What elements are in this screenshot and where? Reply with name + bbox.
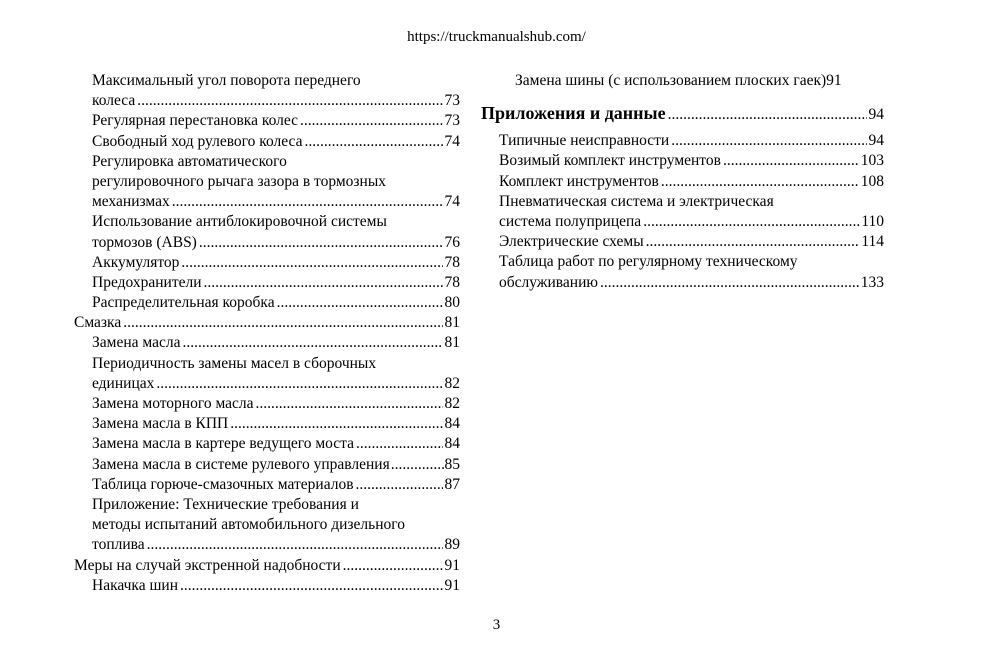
toc-page-number: 84 [444,435,460,453]
toc-page-number: 81 [444,334,460,352]
toc-entry [481,71,884,91]
page-number: 3 [492,617,501,633]
toc-entry [74,374,460,394]
toc-right-column [481,71,884,293]
toc-entry [74,515,460,535]
toc-page-number: 80 [444,294,460,312]
toc-entry-text: система полуприцепа [499,212,642,230]
toc-entry [74,475,460,495]
toc-entry-text: механизмах [92,193,170,211]
toc-page-number: 84 [444,415,460,433]
toc-entry [481,172,884,192]
toc-entry-text: Регулярная перестановка колес [92,112,299,130]
toc-dot-leader [661,172,859,192]
toc-page-number: 74 [444,132,460,150]
toc-entry-text: Предохранители [92,273,202,291]
toc-entry-text: Замена масла в КПП [92,415,229,433]
toc-dot-leader [668,102,867,128]
toc-dot-leader [343,556,443,576]
toc-entry [74,233,460,253]
toc-entry-text: топлива [92,536,145,554]
toc-dot-leader [123,313,442,333]
toc-page-number: 114 [861,233,884,251]
toc-entry [74,172,460,192]
toc-dot-leader [156,374,442,394]
toc-entry [481,232,884,252]
toc-entry-text: Таблица горюче-смазочных материалов [92,475,354,493]
toc-page-number: 78 [444,253,460,271]
toc-entry [74,576,460,596]
toc-dot-leader [230,414,442,434]
toc-page-number: 133 [860,273,884,291]
toc-entry-text: Замена масла в картере ведущего моста [92,435,355,453]
toc-dot-leader [182,333,442,353]
toc-entry-text: Замена шины (с использованием плоских гаек) [515,72,827,89]
toc-page-number: 91 [826,72,842,89]
toc-entry [74,71,460,91]
toc-entry-text: Комплект инструментов [499,172,659,190]
toc-left-column [74,71,460,596]
toc-dot-leader [137,91,442,111]
toc-dot-leader [300,111,442,131]
toc-entry [481,273,884,293]
toc-dot-leader [643,212,859,232]
toc-entry-text: Типичные неисправности [499,132,670,150]
toc-dot-leader [204,273,443,293]
toc-entry [74,91,460,111]
toc-entry [74,333,460,353]
toc-entry [74,455,460,475]
toc-dot-leader [356,475,443,495]
toc-dot-leader [356,434,442,454]
toc-entry-text: Замена моторного масла [92,395,254,412]
toc-dot-leader [391,455,444,475]
toc-entry-text: Замена масла в системе рулевого управления [92,455,390,473]
toc-entry [74,132,460,152]
toc-entry-text: Распределительная коробка [92,294,275,312]
toc-entry [74,495,460,515]
toc-entry-text: Смазка [74,314,122,332]
toc-entry [74,152,460,172]
toc-entry [74,414,460,434]
toc-entry [481,252,884,272]
toc-page-number: 103 [860,152,884,170]
toc-entry [74,253,460,273]
toc-entry [74,535,460,555]
toc-entry-text: Таблица работ по регулярному техническому [499,253,798,271]
toc-page-number: 94 [868,106,884,124]
toc-dot-leader [181,253,442,273]
toc-entry-text: регулировочного рычага зазора в тормозных [92,172,386,190]
toc-page-number: 89 [444,536,460,554]
toc-entry [74,273,460,293]
toc-entry [74,394,460,414]
toc-page-number: 73 [444,92,460,110]
toc-entry [481,151,884,171]
toc-page-number: 82 [444,395,460,412]
toc-dot-leader [199,233,443,253]
toc-entry-text: Регулировка автоматического [92,152,287,170]
toc-entry-text: Возимый комплект инструментов [499,152,721,170]
toc-entry [481,131,884,151]
toc-page-number: 110 [861,212,884,230]
toc-entry-text: Аккумулятор [92,253,180,271]
toc-dot-leader [277,293,443,313]
toc-entry [74,111,460,131]
toc-dot-leader [723,151,859,171]
toc-page-number: 76 [444,233,460,251]
toc-dot-leader [172,192,443,212]
toc-entry-text: колеса [92,92,136,110]
toc-entry [74,192,460,212]
toc-entry-text: Электрические схемы [499,233,644,251]
toc-entry [481,192,884,212]
toc-entry-text: единицах [92,374,155,392]
toc-page-number: 91 [444,576,460,594]
toc-entry-text: Использование антиблокировочной системы [92,213,387,231]
header-url: https://truckmanualshub.com/ [407,29,586,45]
toc-dot-leader [646,232,860,252]
toc-page-number: 91 [444,556,460,574]
toc-dot-leader [147,535,443,555]
toc-page-number: 73 [444,112,460,130]
toc-entry-text: Приложения и данные [481,103,666,124]
toc-section-heading [481,100,884,126]
toc-entry-text: Максимальный угол поворота переднего [92,72,361,89]
toc-page-number: 82 [444,374,460,392]
toc-page-number: 108 [860,172,884,190]
toc-page-number: 74 [444,193,460,211]
toc-dot-leader [180,576,443,596]
toc-page-number: 78 [444,273,460,291]
toc-dot-leader [305,132,443,152]
toc-dot-leader [671,131,866,151]
toc-entry [74,212,460,232]
toc-section-entry [74,313,460,333]
toc-entry-text: Периодичность замены масел в сборочных [92,354,377,372]
toc-entry-text: обслуживанию [499,273,598,291]
toc-dot-leader [600,273,859,293]
toc-entry [481,212,884,232]
toc-page-number: 94 [868,132,884,150]
toc-entry-text: Пневматическая система и электрическая [499,192,774,210]
toc-page-number: 85 [444,455,460,473]
toc-entry [74,293,460,313]
toc-entry-text: Свободный ход рулевого колеса [92,132,303,150]
toc-dot-leader [256,394,443,414]
toc-page-number: 87 [444,475,460,493]
toc-entry-text: Замена масла [92,334,181,352]
toc-entry-text: Меры на случай экстренной надобности [74,556,341,574]
toc-section-entry [74,556,460,576]
toc-entry-text: тормозов (ABS) [92,233,197,251]
toc-entry [74,354,460,374]
toc-page-number: 81 [444,314,460,332]
toc-entry-text: Приложение: Технические требования и [92,495,359,513]
toc-entry-text: методы испытаний автомобильного дизельного [92,516,405,534]
toc-entry [74,434,460,454]
toc-entry-text: Накачка шин [92,576,178,594]
